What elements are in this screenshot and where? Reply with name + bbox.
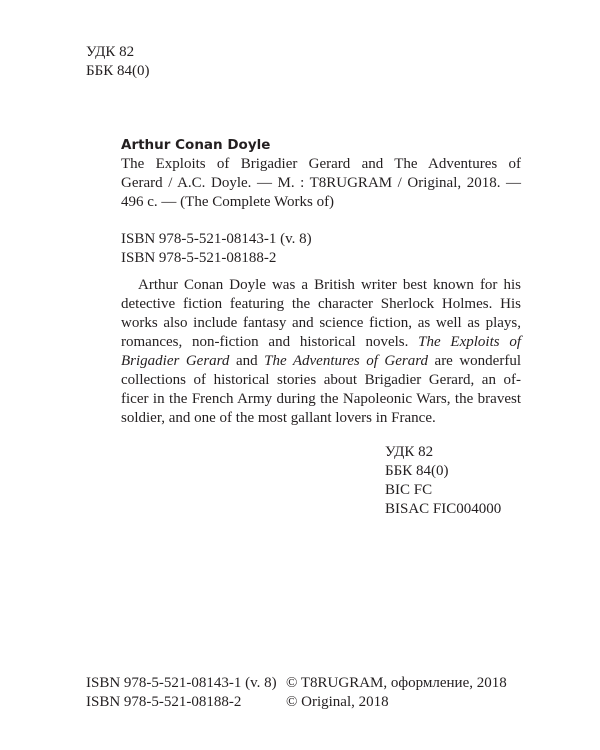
description-line: detective fiction featuring the character Sherlock Holmes. His (121, 296, 521, 312)
isbn-line: ISBN 978-5-521-08188-2 (121, 250, 277, 266)
book-title-italic: The Adventures of Gerard (264, 353, 429, 369)
code-line: ББК 84(0) (385, 463, 449, 479)
description-line (121, 352, 521, 371)
biblio-line: Gerard / A.C. Doyle. — M. : T8RUGRAM / Original, 2018. — (121, 175, 521, 191)
description-line: works also include fantasy and science fiction, as well as plays, (121, 315, 521, 331)
description-line: collections of historical stories about Brigadier Gerard, an of- (121, 372, 521, 388)
top-classification-codes (86, 43, 149, 81)
bibliographic-record (121, 155, 521, 212)
biblio-line: 496 c. — (The Complete Works of) (121, 194, 335, 210)
author-name: Arthur Conan Doyle (121, 137, 271, 153)
code-line: BISAC FIC004000 (385, 501, 502, 517)
description-line: Arthur Conan Doyle was a British writer best known for his (138, 277, 521, 293)
description-text: romances, non-fiction and historical novels. (121, 334, 409, 350)
description-line: soldier, and one of the most gallant lovers in France. (121, 410, 436, 426)
book-title-italic: Brigadier Gerard (121, 353, 230, 369)
footer-copyright (286, 674, 507, 712)
description-text: are wonderful (434, 353, 521, 369)
isbn-line: ISBN 978-5-521-08188-2 (86, 694, 242, 710)
udk-code: УДК 82 (86, 44, 135, 60)
classification-codes (385, 443, 501, 519)
isbn-line: ISBN 978-5-521-08143-1 (v. 8) (121, 231, 312, 247)
copyright-line: © Original, 2018 (286, 694, 389, 710)
biblio-line: The Exploits of Brigadier Gerard and The Adventures of (121, 156, 521, 172)
isbn-list (121, 230, 312, 268)
footer-isbn (86, 674, 277, 712)
description-line (121, 333, 521, 352)
copyright-line: © T8RUGRAM, оформление, 2018 (286, 675, 507, 691)
description-paragraph (121, 276, 521, 428)
code-line: УДК 82 (385, 444, 434, 460)
isbn-line: ISBN 978-5-521-08143-1 (v. 8) (86, 675, 277, 691)
code-line: BIC FC (385, 482, 433, 498)
bbk-code: ББК 84(0) (86, 63, 150, 79)
description-text: and (235, 353, 258, 369)
book-title-italic: The Exploits of (418, 334, 522, 350)
description-line: ficer in the French Army during the Napoleonic Wars, the bravest (121, 391, 521, 407)
